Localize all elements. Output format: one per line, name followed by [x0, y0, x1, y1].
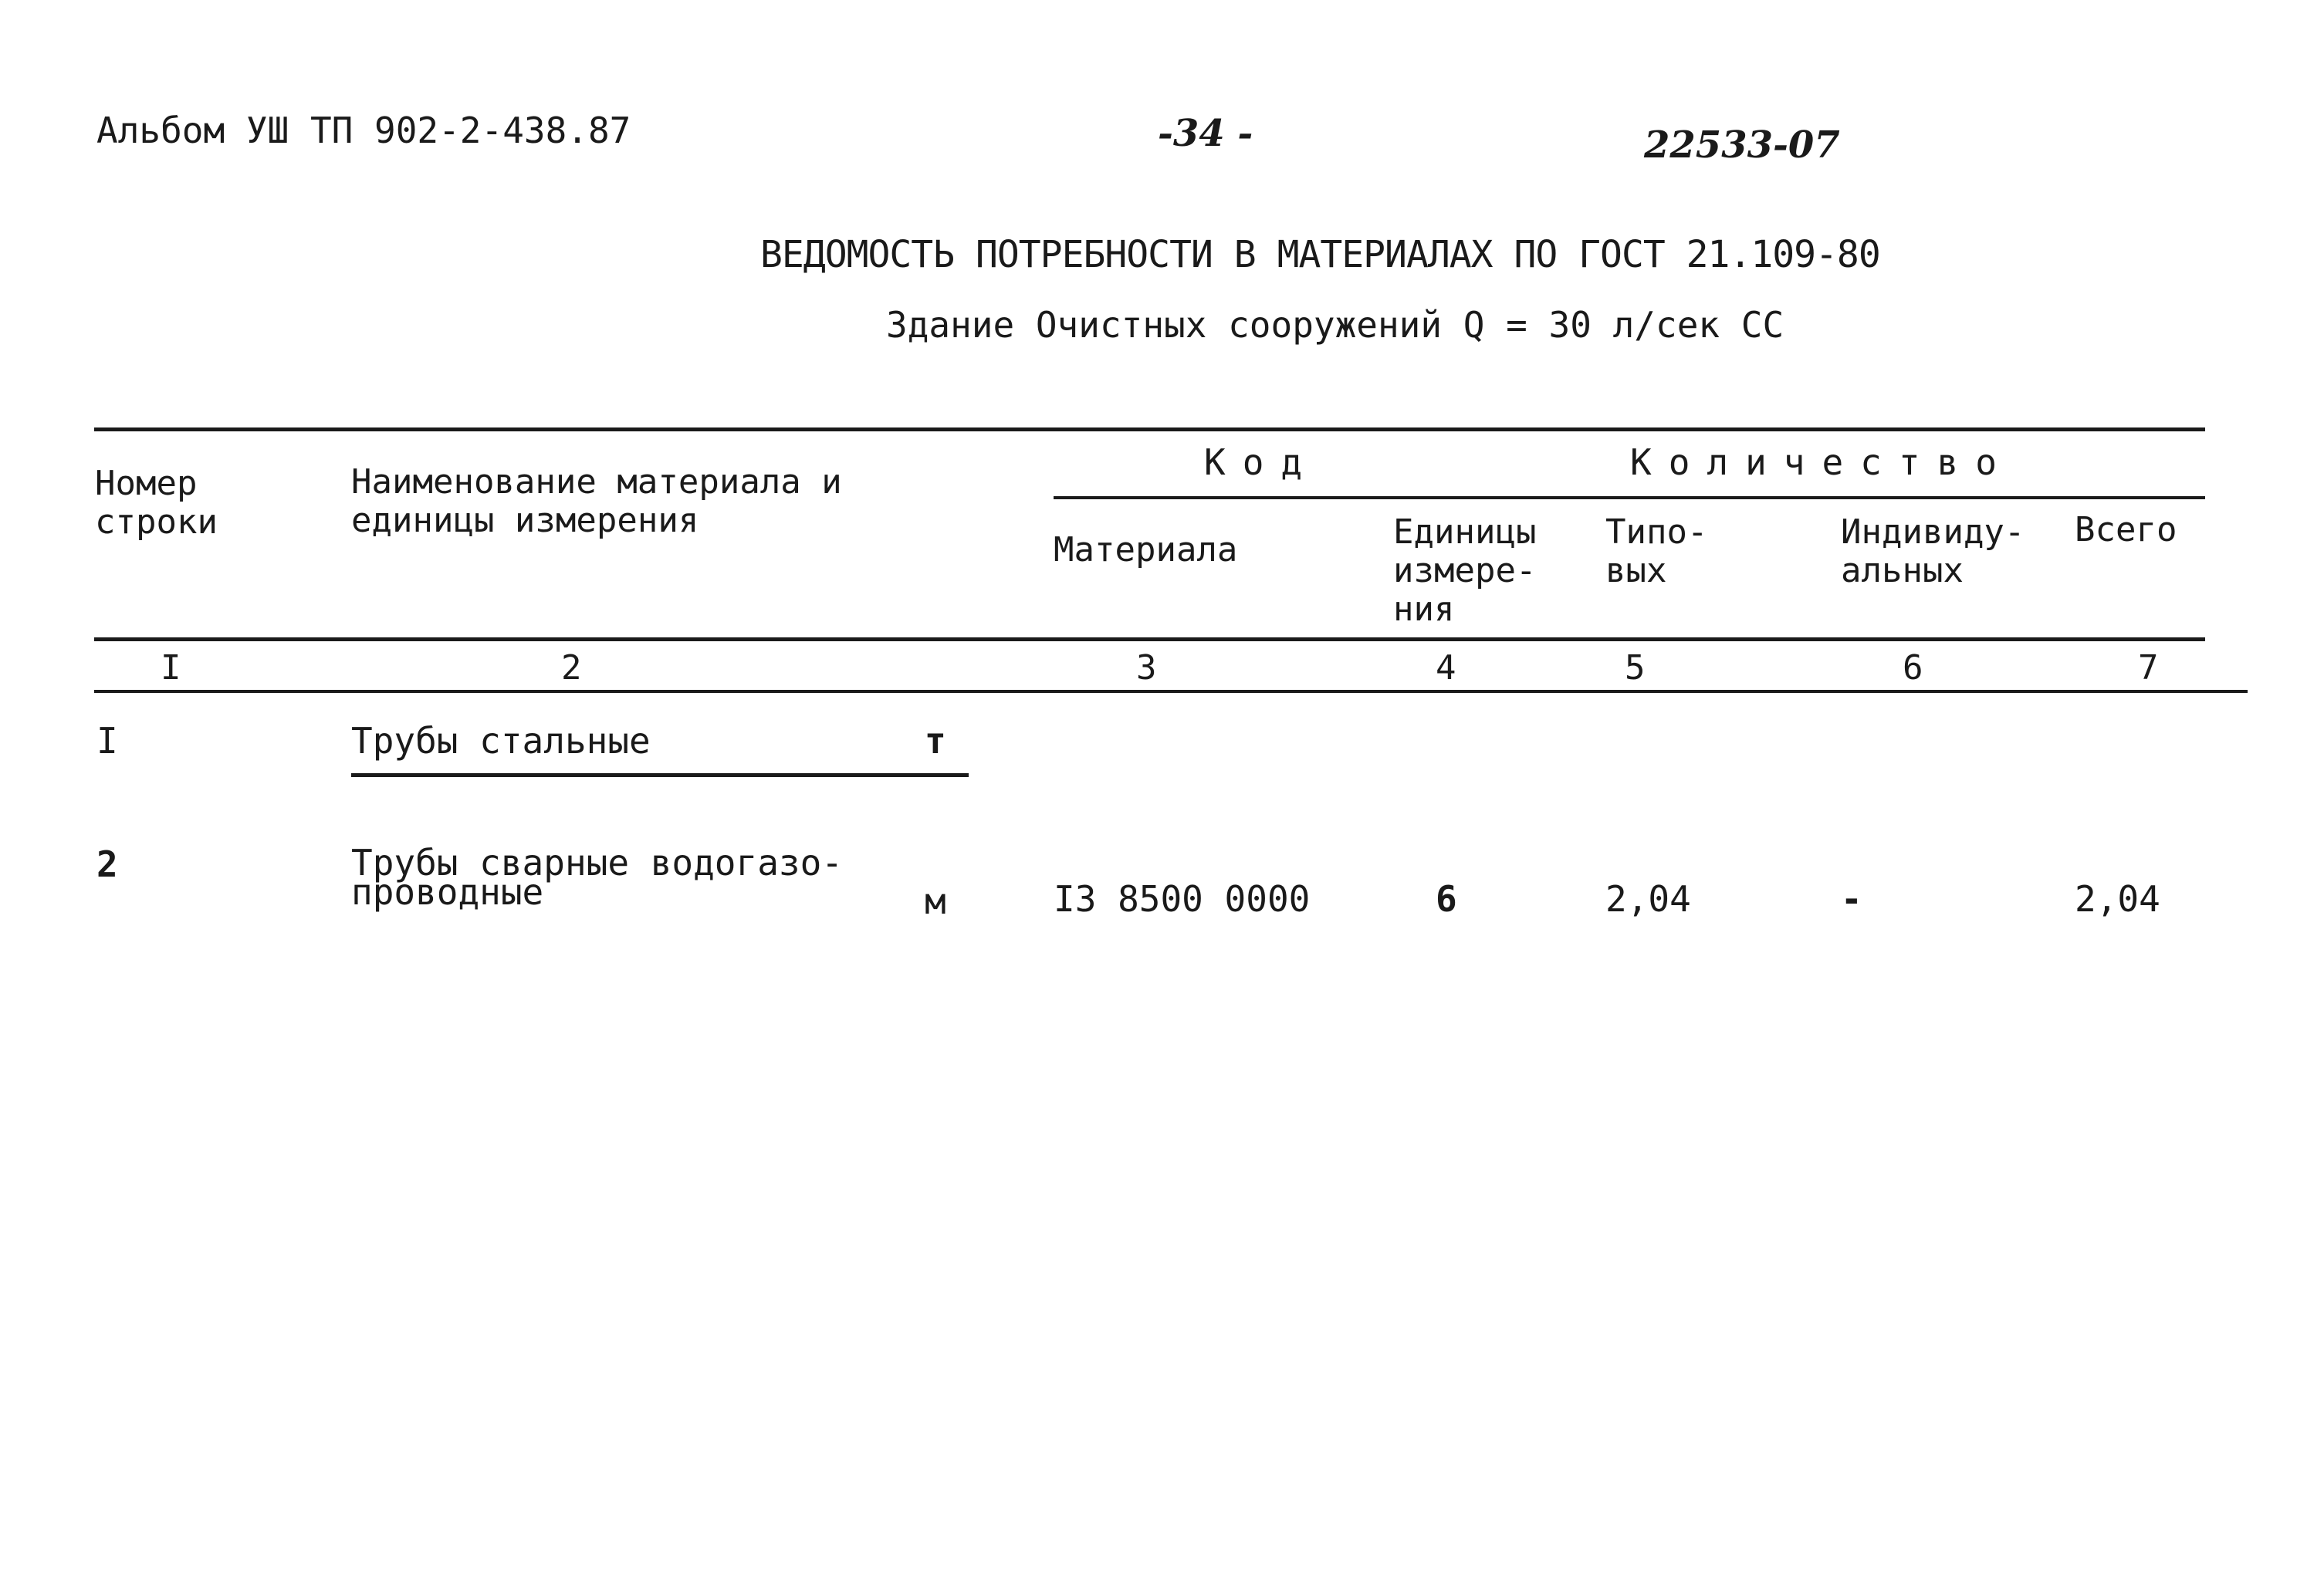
column-number: 3	[1136, 648, 1157, 688]
document-number: 22533-07	[1644, 123, 1840, 167]
header-bottom-rule	[94, 637, 2205, 641]
column-number: I	[161, 648, 181, 688]
document-title: ВЕДОМОСТЬ ПОТРЕБНОСТИ В МАТЕРИАЛАХ ПО ГОСТ 21.109-80	[760, 233, 1880, 276]
column-number: 4	[1436, 648, 1456, 688]
column-number: 5	[1625, 648, 1646, 688]
row-number: 2	[96, 843, 118, 885]
individual-quantity: -	[1841, 878, 1862, 920]
section-underline	[351, 773, 969, 777]
row-number: I	[96, 720, 118, 762]
header-typical: Типо- вых	[1605, 512, 1708, 590]
material-name: Трубы сварные водогазо- проводные	[351, 842, 843, 913]
unit-code: 6	[1436, 878, 1457, 920]
material-code: I3 8500 0000	[1054, 878, 1311, 920]
header-material-name: Наименование материала и единицы измерения	[351, 462, 842, 540]
unit-of-measure: м	[925, 880, 946, 922]
header-material-code: Материала	[1054, 530, 1238, 569]
page-number: -34 -	[1158, 112, 1253, 155]
header-individual: Индивиду- альных	[1841, 512, 2025, 590]
unit-of-measure: т	[925, 720, 946, 762]
header-total: Всего	[2075, 510, 2177, 549]
table-top-rule	[94, 427, 2205, 431]
header-group-rule	[1054, 496, 2205, 499]
header-code-group: Код	[1204, 441, 1320, 483]
column-number: 6	[1903, 648, 1923, 688]
header-quantity-group: Количество	[1630, 441, 2014, 483]
header-row-number: Номер строки	[95, 464, 218, 542]
header-unit-code: Единицы измере- ния	[1393, 512, 1537, 629]
typical-quantity: 2,04	[1605, 878, 1691, 920]
column-number: 2	[561, 648, 582, 688]
material-name: Трубы стальные	[351, 720, 651, 762]
document-subtitle: Здание Очистных сооружений Q = 30 л/сек СС	[886, 304, 1784, 346]
column-number: 7	[2138, 648, 2159, 688]
album-reference: Альбом УШ ТП 902-2-438.87	[96, 110, 631, 151]
column-number-rule	[94, 690, 2248, 693]
total-quantity: 2,04	[2075, 878, 2160, 920]
